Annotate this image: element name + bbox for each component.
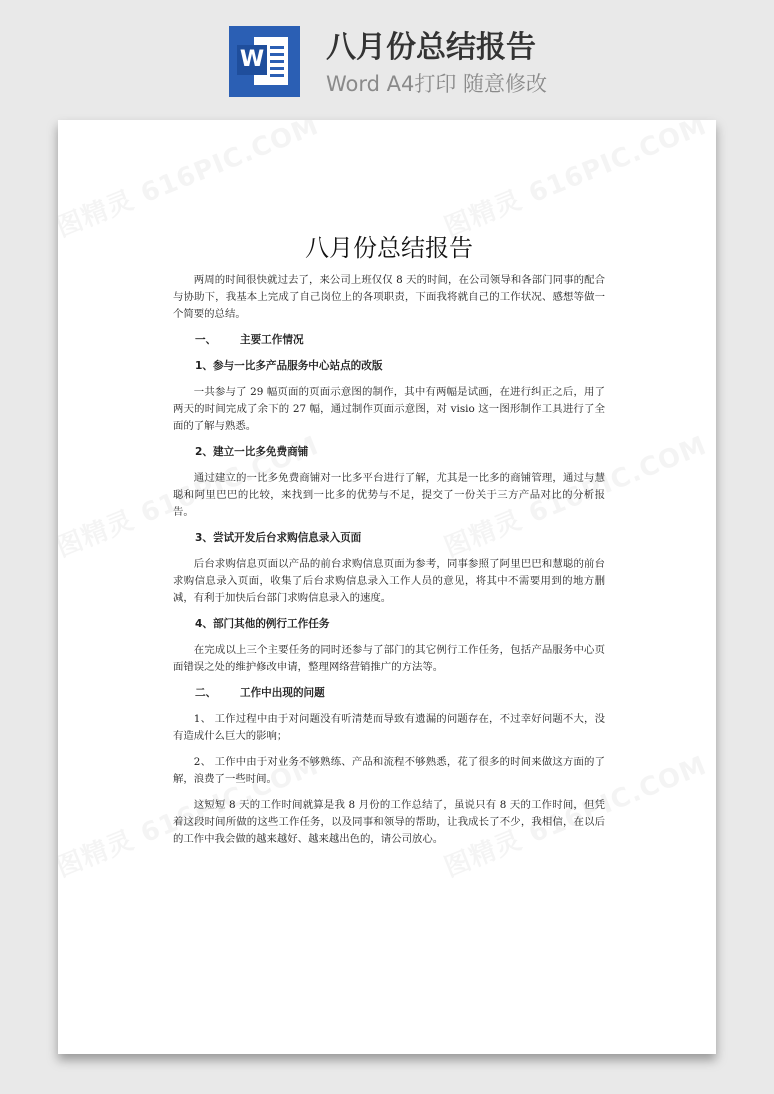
item-body: 通过建立的一比多免费商铺对一比多平台进行了解，尤其是一比多的商铺管理，通过与慧聪和阿里巴巴的比较，来找到一比多的优势与不足，提交了一份关于三方产品对比的分析报告。 — [173, 472, 605, 518]
problem-item: 1、 工作过程中由于对问题没有听清楚而导致有遗漏的问题存在，不过幸好问题不大，没有造成什么巨大的影响； — [173, 713, 605, 742]
word-letter: W — [237, 45, 267, 75]
document-title: 八月份总结报告 — [305, 234, 473, 262]
header-subtitle: Word A4打印 随意修改 — [326, 72, 548, 96]
section1-heading — [173, 332, 605, 349]
word-document-icon — [229, 26, 300, 97]
header-title: 八月份总结报告 — [326, 30, 536, 65]
item-heading: 1、参与一比多产品服务中心站点的改版 — [195, 360, 383, 372]
section1-title: 主要工作情况 — [240, 334, 304, 346]
item-body: 在完成以上三个主要任务的同时还参与了部门的其它例行工作任务，包括产品服务中心页面错误之处的维护修改申请，整理网络营销推广的方法等。 — [173, 644, 605, 673]
item-body: 一共参与了 29 幅页面的页面示意图的制作，其中有两幅是试画，在进行纠正之后，用了两天的时间完成了余下的 27 幅，通过制作页面示意图，对 visio 这一图形制作工具进行了全面的了解与熟悉。 — [173, 386, 605, 432]
item-heading: 2、建立一比多免费商铺 — [195, 446, 309, 458]
doc-line — [270, 53, 284, 56]
section2-number: 二、 — [195, 687, 217, 699]
doc-line — [270, 60, 284, 63]
page-header — [0, 0, 774, 118]
intro-paragraph: 两周的时间很快就过去了，来公司上班仅仅 8 天的时间，在公司领导和各部门同事的配合与协助下，我基本上完成了自己岗位上的各项职责，下面我将就自己的工作状况、感想等做一个简要的总结。 — [173, 274, 605, 320]
item-heading: 4、部门其他的例行工作任务 — [195, 618, 330, 630]
item-body: 后台求购信息页面以产品的前台求购信息页面为参考，同事参照了阿里巴巴和慧聪的前台求购信息录入页面，收集了后台求购信息录入工作人员的意见，将其中不需要用到的地方删减，有利于加快后台部门求购信息录入的速度。 — [173, 558, 605, 604]
watermark — [58, 120, 324, 244]
problem-item: 2、 工作中由于对业务不够熟练、产品和流程不够熟悉，花了很多的时间来做这方面的了解，浪费了一些时间。 — [173, 756, 605, 785]
section1-number: 一、 — [195, 334, 217, 346]
doc-line — [270, 46, 284, 49]
conclusion-paragraph: 这短短 8 天的工作时间就算是我 8 月份的工作总结了，虽说只有 8 天的工作时间，但凭着这段时间所做的这些工作任务，以及同事和领导的帮助，让我成长了不少，我相信，在以后的工作中我会做的越来越好、越来越出色的，请公司放心。 — [173, 799, 605, 845]
section2-heading — [173, 685, 605, 702]
section2-title: 工作中出现的问题 — [240, 687, 325, 699]
doc-line — [270, 67, 284, 70]
document-page — [58, 120, 716, 1054]
document-body — [173, 232, 605, 857]
watermark — [438, 120, 712, 244]
doc-line — [270, 74, 284, 77]
item-heading: 3、尝试开发后台求购信息录入页面 — [195, 532, 362, 544]
